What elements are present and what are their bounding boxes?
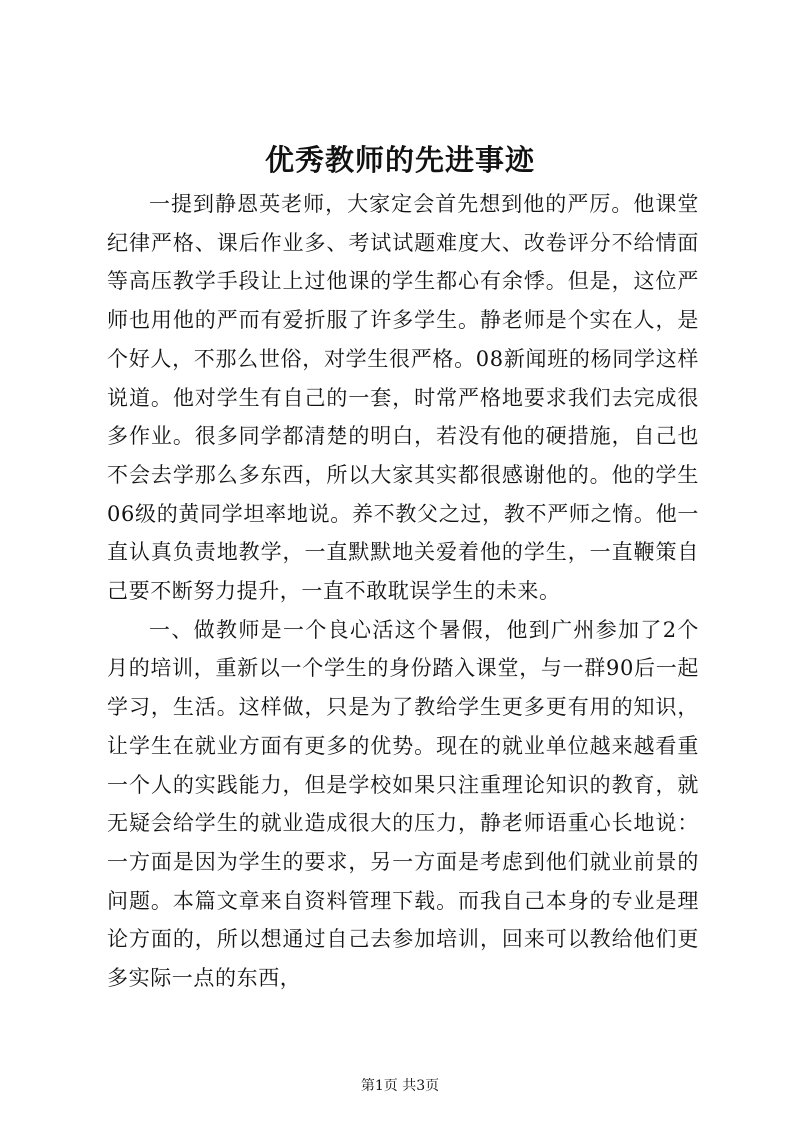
page-number-footer: 第1页 共3页 [360, 1078, 440, 1094]
document-title: 优秀教师的先进事迹 [264, 143, 535, 177]
paragraph-1: 一提到静恩英老师，大家定会首先想到他的严厉。他课堂纪律严格、课后作业多、考试试题难度大、改卷评分不给情面等高压教学手段让上过他课的学生都心有余悸。但是，这位严师也用他的严而有爱折服了许多学生。静老师是个实在人，是个好人，不那么世俗，对学生很严格。08新闻班的杨同学这样说道。他对学生有自己的一套，时常严格地要求我们去完成很多作业。很多同学都清楚的明白，若没有他的硬措施，自己也不会去学那么多东西，所以大家其实都很感谢他的。他的学生06级的黄同学坦率地说。养不教父之过，教不严师之惰。他一直认真负责地教学，一直默默地关爱着他的学生，一直鞭策自己要不断努力提升，一直不敢耽误学生的未来。 [107, 192, 699, 604]
document-body [107, 185, 699, 998]
paragraph-2: 一、做教师是一个良心活这个暑假，他到广州参加了2个月的培训，重新以一个学生的身份踏入课堂，与一群90后一起学习，生活。这样做，只是为了教给学生更多更有用的知识，让学生在就业方面有更多的优势。现在的就业单位越来越看重一个人的实践能力，但是学校如果只注重理论知识的教育，就无疑会给学生的就业造成很大的压力，静老师语重心长地说：一方面是因为学生的要求，另一方面是考虑到他们就业前景的问题。本篇文章来自资料管理下载。而我自己本身的专业是理论方面的，所以想通过自己去参加培训，回来可以教给他们更多实际一点的东西， [107, 617, 699, 991]
